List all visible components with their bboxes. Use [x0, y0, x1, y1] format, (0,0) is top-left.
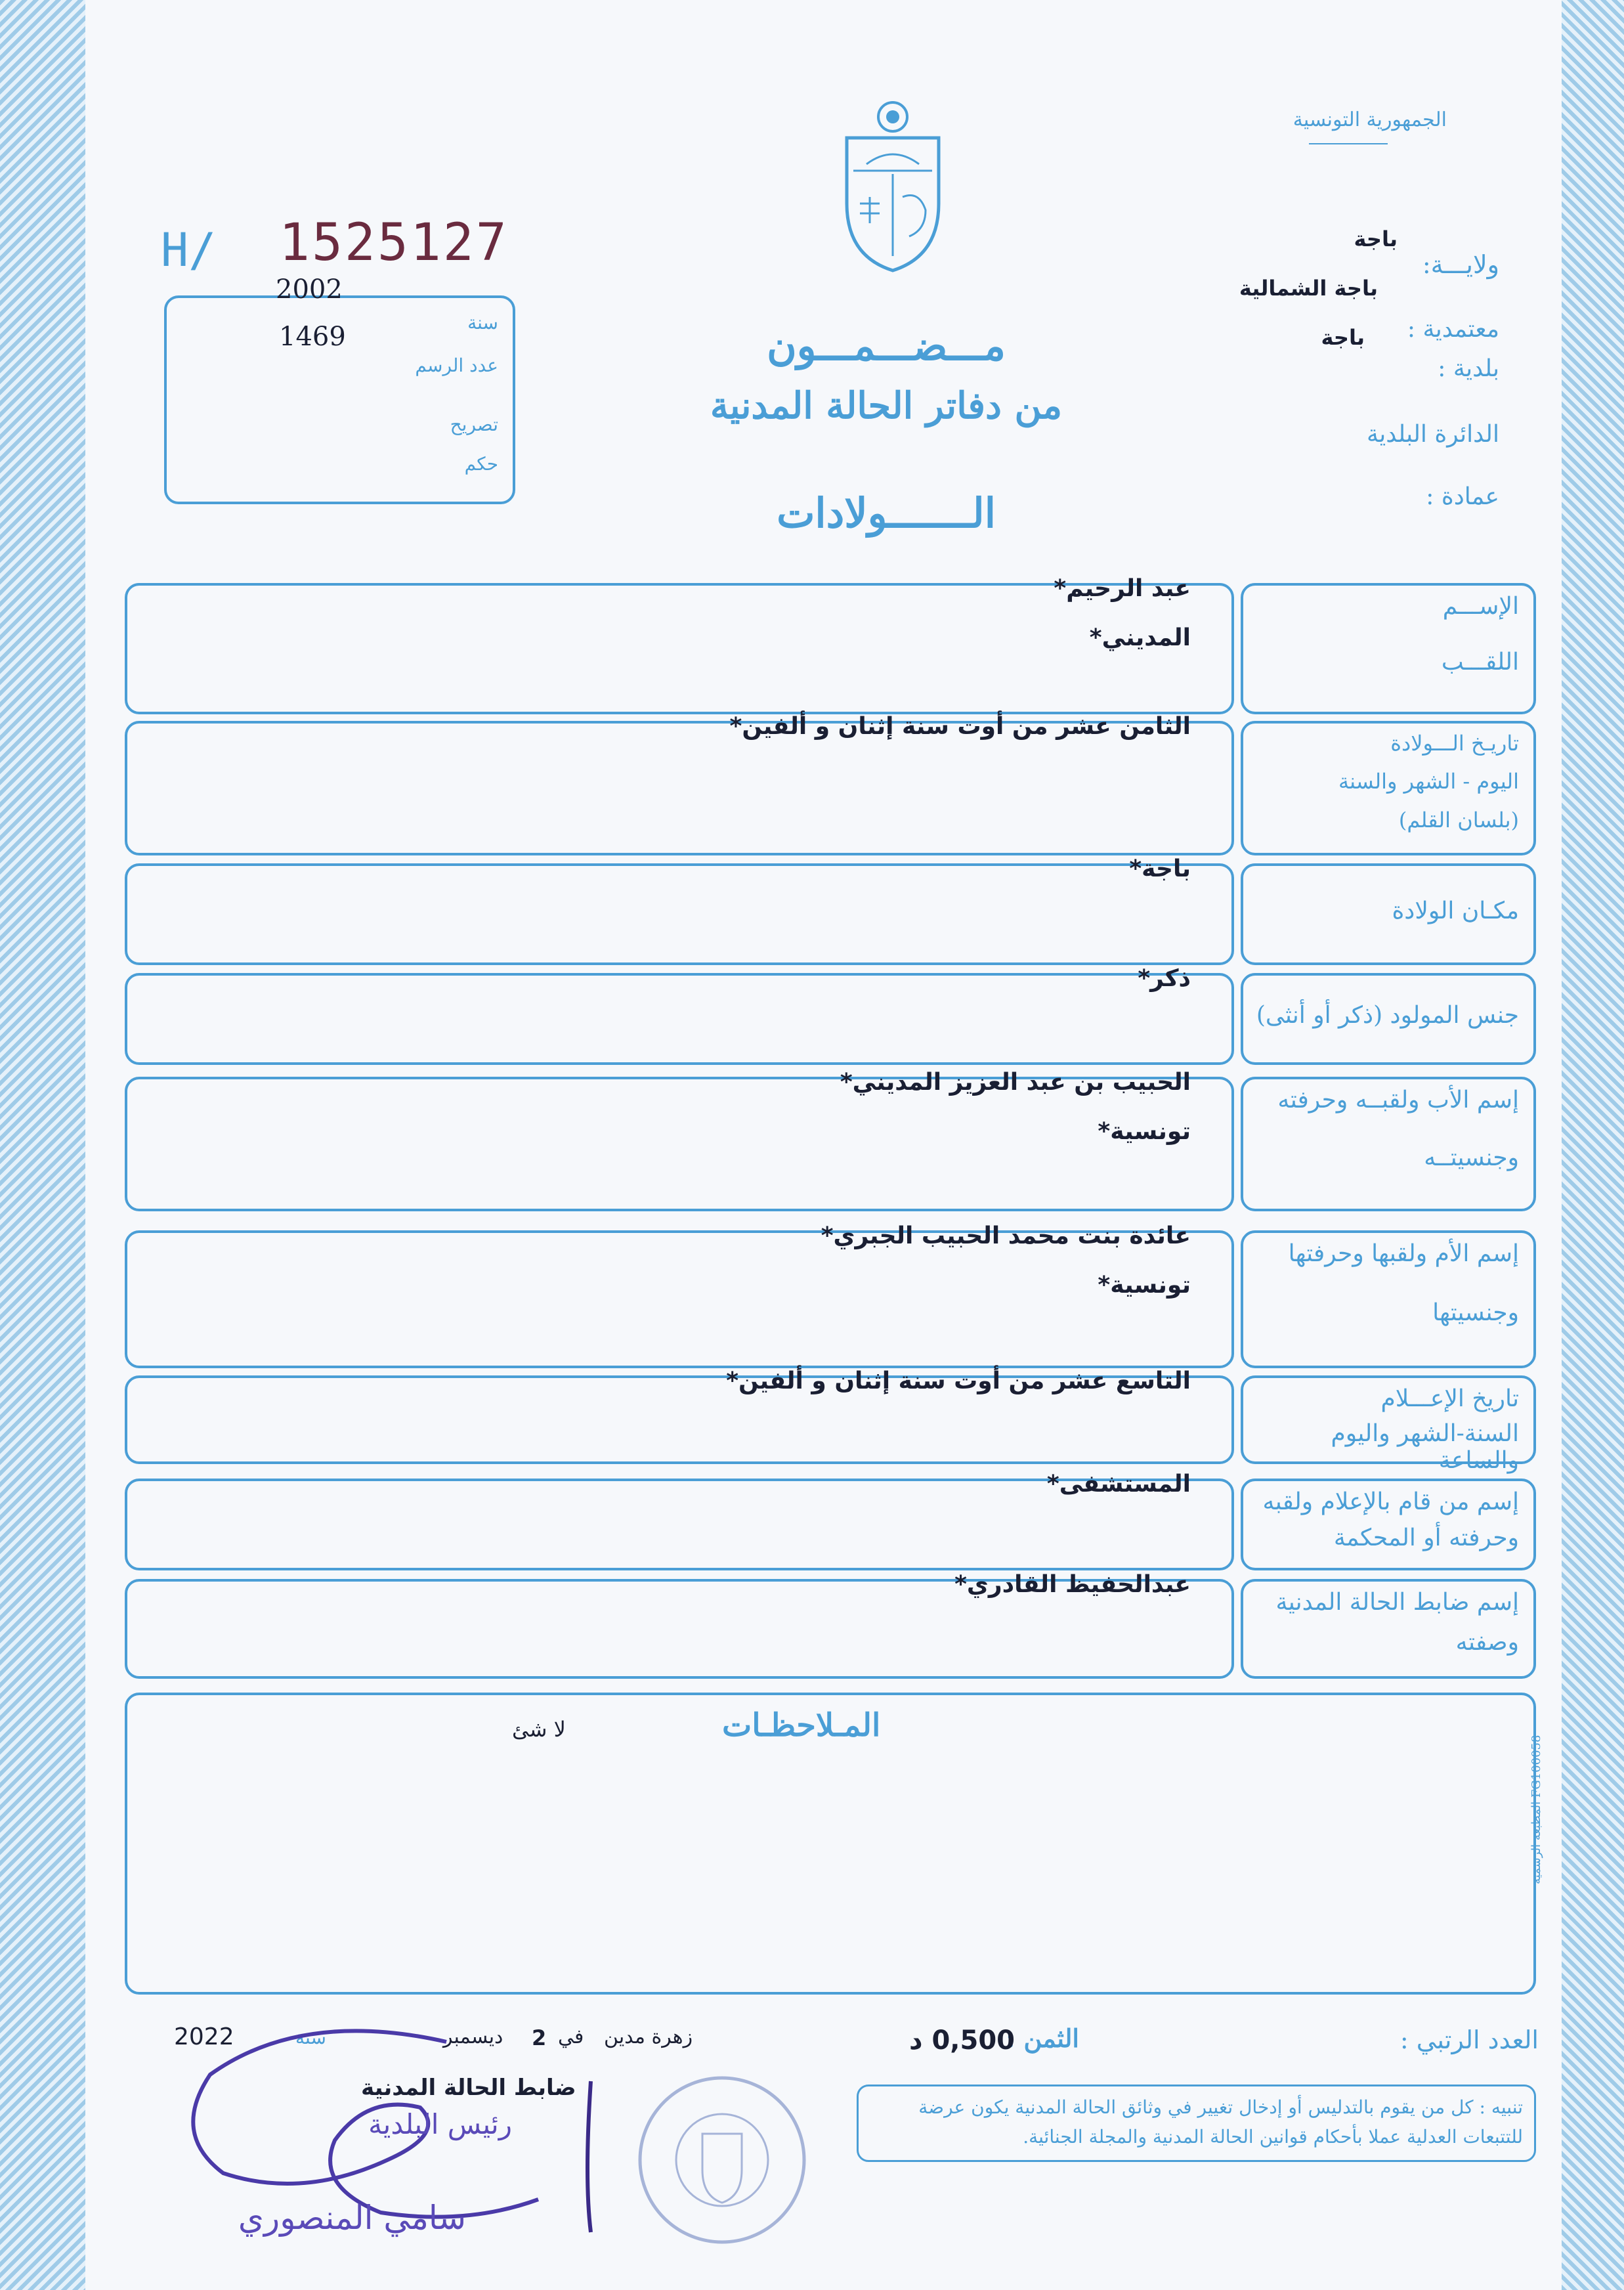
registry-judgment-label: حكم: [464, 453, 498, 475]
row-label: إسم ضابط الحالة المدنية: [1275, 1589, 1519, 1616]
section-title: الـــــــولادات: [777, 489, 996, 537]
issue-year-label: سنة: [295, 2027, 326, 2048]
mayor-name-stamp: سامي المنصوري: [238, 2199, 466, 2237]
imada-label: عمادة :: [1426, 483, 1499, 510]
row-value: الثامن عشر من أوت سنة إثنان و ألفين*: [729, 713, 1191, 740]
mayor-stamp-text: رئيس البلدية: [368, 2108, 512, 2140]
delegation-label: معتمدية :: [1407, 316, 1499, 343]
price-value: 0,500 د: [909, 2025, 1015, 2056]
delegation-value: باجة الشمالية: [1239, 276, 1378, 301]
row-value: تونسية*: [1098, 1272, 1191, 1299]
row-value: عبد الرحيم*: [1054, 575, 1191, 602]
row-label: إسم من قام بالإعلام ولقبه: [1262, 1488, 1519, 1515]
remarks-label: المـلاحظـات: [722, 1707, 881, 1744]
row-value: ذكر*: [1138, 965, 1191, 992]
row-value: باجة*: [1129, 855, 1191, 882]
row-value: عائدة بنت محمد الحبيب الجبري*: [821, 1222, 1191, 1249]
municipality-label: بلدية :: [1438, 355, 1499, 382]
value-cell: [125, 721, 1234, 855]
row-label: إسم الأب ولقبــه وحرفته: [1277, 1087, 1519, 1113]
row-label: الإســـم: [1442, 593, 1519, 620]
row-label: وجنسيتها: [1432, 1299, 1519, 1326]
row-value: تونسية*: [1098, 1118, 1191, 1145]
document-subtitle: من دفاتر الحالة المدنية: [710, 384, 1063, 427]
row-label: إسم الأم ولقبها وحرفتها: [1288, 1240, 1519, 1267]
registry-number-value: 1469: [279, 322, 346, 352]
row-label: تاريـخ الـــولادة: [1390, 731, 1519, 756]
republic-underline: [1309, 143, 1388, 144]
signature-stamp: [171, 2016, 630, 2239]
row-label: السنة-الشهر واليوم والساعة: [1331, 1419, 1519, 1474]
decorative-border-right: [1562, 0, 1624, 2290]
serial-number: 1525127: [279, 213, 509, 272]
row-value: الحبيب بن عبد العزيز المديني*: [840, 1069, 1191, 1096]
warning-text: تنبيه : كل من يقوم بالتدليس أو إدخال تغيير في وثائق الحالة المدنية يكون عرضة للتتبعات العدلية عملا بأحكام قوانين الحالة المدنية والمجلة الجنائية.: [918, 2096, 1523, 2148]
remarks-value: لا شئ: [512, 1717, 566, 1742]
issue-month: ديسمبر: [443, 2025, 503, 2048]
row-label: مكـان الولادة: [1392, 897, 1519, 924]
row-label: تاريخ الإعـــلام: [1380, 1385, 1519, 1412]
date-prefix: في: [558, 2025, 584, 2048]
value-cell: [125, 1230, 1234, 1368]
wilaya-value: باجة: [1354, 227, 1398, 251]
registry-number-label: عدد الرسم: [415, 355, 498, 376]
row-label: (بلسان القلم): [1398, 807, 1519, 832]
row-value: المستشفى*: [1046, 1471, 1191, 1498]
serial-prefix: H/: [161, 223, 217, 277]
coat-of-arms-icon: [834, 98, 952, 276]
row-label: وصفته: [1455, 1629, 1519, 1656]
row-label: وحرفته أو المحكمة: [1333, 1524, 1519, 1551]
registry-year-value: 2002: [276, 274, 343, 305]
republic-title: الجمهورية التونسية: [1293, 108, 1447, 131]
row-value: التاسع عشر من أوت سنة إثنان و ألفين*: [726, 1368, 1191, 1394]
issue-day: 2: [532, 2025, 547, 2050]
row-label: وجنسيتــه: [1424, 1144, 1519, 1171]
municipality-value: باجة: [1321, 325, 1365, 350]
officer-title: ضابط الحالة المدنية: [361, 2075, 576, 2101]
row-value: المديني*: [1089, 624, 1191, 651]
registry-year-label: سنة: [467, 312, 498, 334]
row-label: جنس المولود (ذكر أو أنثى): [1256, 1002, 1519, 1029]
document-title: مـــضـــمـــون: [767, 322, 1006, 370]
serial-order-label: العدد الرتبي :: [1400, 2025, 1539, 2054]
row-label: اليوم - الشهر والسنة: [1338, 769, 1519, 794]
row-value: عبدالحفيظ القادري*: [954, 1571, 1191, 1598]
wilaya-label: ولايـــة:: [1422, 250, 1499, 279]
row-label: اللقـــب: [1441, 649, 1519, 676]
issue-place: زهرة مدين: [604, 2025, 693, 2048]
municipal-district-label: الدائرة البلدية: [1366, 421, 1499, 448]
decorative-border-left: [0, 0, 85, 2290]
registry-declaration-label: تصريح: [450, 414, 498, 435]
printer-code: المطبعة الرسمية FG100058: [1529, 1735, 1543, 1884]
municipal-seal-icon: [633, 2071, 811, 2249]
issue-year: 2022: [174, 2023, 234, 2050]
price-label: الثمن :: [1006, 2023, 1079, 2053]
